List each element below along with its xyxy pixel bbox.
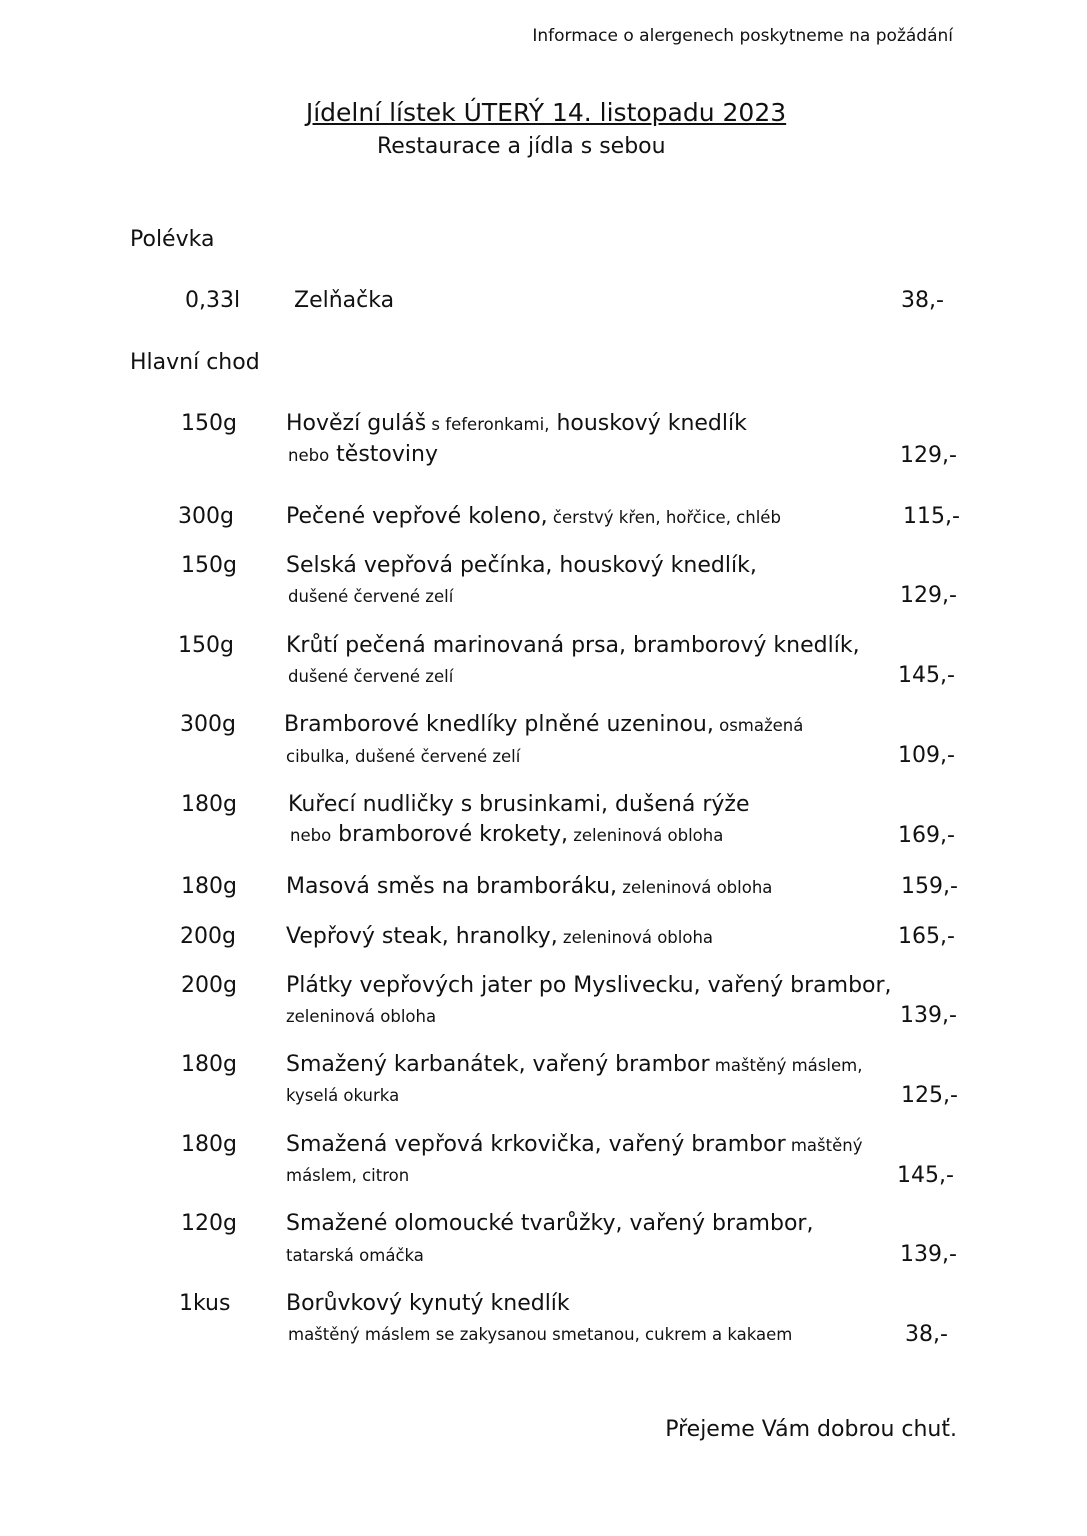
item-name: Vepřový steak, hranolky, (286, 924, 558, 949)
menu-subtitle: Restaurace a jídla s sebou (377, 134, 666, 159)
item-qty: 150g (181, 553, 237, 578)
item-price: 109,- (898, 743, 955, 768)
item-name: Masová směs na bramboráku, (286, 874, 618, 899)
item-qty: 180g (181, 1052, 237, 1077)
item-line-2 (288, 442, 438, 467)
item-detail: maštěný máslem, (709, 1056, 863, 1075)
allergen-note: Informace o alergenech poskytneme na požádání (532, 26, 953, 46)
item-line-1 (286, 1052, 862, 1077)
item-price: 145,- (897, 1163, 954, 1188)
item-name: Pečené vepřové koleno, (286, 504, 548, 529)
item-line-1: Krůtí pečená marinovaná prsa, bramborový knedlík, (286, 633, 860, 658)
item-line-2: cibulka, dušené červené zelí (286, 747, 521, 766)
item-alt: bramborové krokety, (331, 822, 568, 847)
item-price: 38,- (905, 1322, 948, 1347)
soup-price: 38,- (901, 288, 944, 313)
item-side: houskový knedlík (549, 411, 747, 436)
item-line-1 (286, 874, 772, 899)
item-price: 159,- (901, 874, 958, 899)
item-qty: 150g (181, 411, 237, 436)
item-detail: čerstvý křen, hořčice, chléb (547, 508, 781, 527)
item-line-2: kyselá okurka (286, 1086, 400, 1105)
item-name: Smažená vepřová krkovička, vařený brambor (286, 1132, 786, 1157)
item-qty: 180g (181, 874, 237, 899)
item-line-2: máslem, citron (286, 1166, 410, 1185)
item-price: 139,- (900, 1242, 957, 1267)
menu-title-text: Jídelní lístek ÚTERÝ 14. listopadu 2023 (305, 98, 787, 127)
item-line-2: dušené červené zelí (288, 667, 454, 686)
item-name: Smažený karbanátek, vařený brambor (286, 1052, 710, 1077)
item-alt-word: nebo (290, 826, 332, 845)
item-detail: s feferonkami, (426, 415, 550, 434)
soup-qty: 0,33l (185, 288, 241, 313)
item-line-1: Plátky vepřových jater po Myslivecku, vařený brambor, (286, 973, 892, 998)
item-price: 125,- (901, 1083, 958, 1108)
item-line-1 (286, 504, 781, 529)
item-price: 139,- (900, 1003, 957, 1028)
item-line-1 (286, 924, 713, 949)
item-name: Hovězí guláš (286, 411, 427, 436)
item-line-2: tatarská omáčka (286, 1246, 424, 1265)
item-qty: 300g (178, 504, 234, 529)
item-line-1 (284, 712, 803, 737)
item-alt-word: nebo (288, 446, 330, 465)
menu-title (0, 98, 1087, 127)
item-price: 115,- (903, 504, 960, 529)
item-price: 165,- (898, 924, 955, 949)
item-qty: 200g (181, 973, 237, 998)
footer-wish: Přejeme Vám dobrou chuť. (665, 1417, 957, 1442)
item-line-2 (290, 822, 723, 847)
item-qty: 150g (178, 633, 234, 658)
item-line-2: dušené červené zelí (288, 587, 454, 606)
item-line-1 (286, 411, 747, 436)
section-heading-main: Hlavní chod (130, 350, 260, 375)
item-line-1: Kuřecí nudličky s brusinkami, dušená rýže (288, 792, 750, 817)
item-qty: 120g (181, 1211, 237, 1236)
item-line-1: Borůvkový kynutý knedlík (286, 1291, 570, 1316)
item-qty: 180g (181, 792, 237, 817)
item-qty: 1kus (179, 1291, 231, 1316)
item-qty: 200g (180, 924, 236, 949)
item-qty: 180g (181, 1132, 237, 1157)
item-line-1 (286, 1132, 862, 1157)
item-line-2: maštěný máslem se zakysanou smetanou, cukrem a kakaem (288, 1325, 793, 1344)
item-detail: zeleninová obloha (617, 878, 773, 897)
item-detail: maštěný (785, 1136, 863, 1155)
item-detail: osmažená (713, 716, 804, 735)
item-qty: 300g (180, 712, 236, 737)
item-name: Bramborové knedlíky plněné uzeninou, (284, 712, 714, 737)
section-heading-soup: Polévka (130, 227, 215, 252)
item-line-1: Selská vepřová pečínka, houskový knedlík, (286, 553, 757, 578)
item-price: 129,- (900, 443, 957, 468)
item-alt: těstoviny (329, 442, 438, 467)
item-detail: zeleninová obloha (568, 826, 724, 845)
item-detail: zeleninová obloha (557, 928, 714, 947)
item-line-2: zeleninová obloha (286, 1007, 437, 1026)
item-line-1: Smažené olomoucké tvarůžky, vařený brambor, (286, 1211, 814, 1236)
item-price: 145,- (898, 663, 955, 688)
item-price: 169,- (898, 823, 955, 848)
item-price: 129,- (900, 583, 957, 608)
soup-name: Zelňačka (294, 288, 395, 313)
